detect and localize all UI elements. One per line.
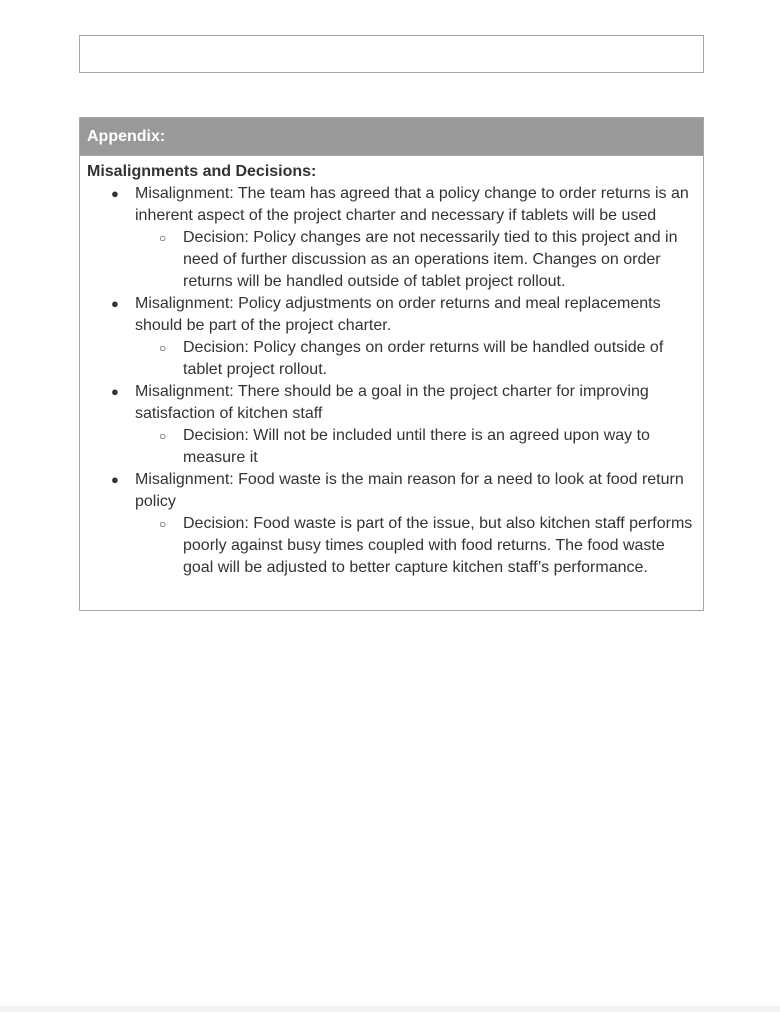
decision-text: Decision: Policy changes on order returns will be handled outside of tablet project rollout.	[183, 339, 664, 378]
decision-text: Decision: Policy changes are not necessarily tied to this project and in need of further discussion as an operations item. Changes on order returns will be handled outside of tablet project rollout.	[183, 229, 678, 290]
filled-bullet-icon: ●	[111, 296, 119, 311]
misalignment-item	[87, 469, 695, 579]
misalignment-item	[87, 183, 695, 293]
misalignment-text: Misalignment: The team has agreed that a policy change to order returns is an inherent aspect of the project charter and necessary if tablets will be used	[135, 185, 689, 224]
misalignment-text: Misalignment: There should be a goal in the project charter for improving satisfaction of kitchen staff	[135, 383, 649, 422]
decision-item	[135, 425, 695, 469]
decision-item	[135, 513, 695, 579]
decision-item	[135, 227, 695, 293]
empty-table-cell	[79, 35, 704, 73]
hollow-bullet-icon: ○	[159, 231, 167, 245]
appendix-body	[80, 156, 703, 579]
decision-text: Decision: Food waste is part of the issue, but also kitchen staff performs poorly against busy times coupled with food returns. The food waste goal will be adjusted to better capture kitchen staff’s performance.	[183, 515, 693, 576]
decision-list	[135, 227, 695, 293]
decision-list	[135, 425, 695, 469]
misalignment-list	[87, 183, 695, 579]
filled-bullet-icon: ●	[111, 384, 119, 399]
hollow-bullet-icon: ○	[159, 429, 167, 443]
appendix-header: Appendix:	[80, 118, 703, 156]
hollow-bullet-icon: ○	[159, 341, 167, 355]
page-bottom-edge	[0, 1006, 780, 1012]
filled-bullet-icon: ●	[111, 186, 119, 201]
decision-list	[135, 513, 695, 579]
misalignment-item	[87, 293, 695, 381]
misalignment-text: Misalignment: Policy adjustments on order returns and meal replacements should be part of the project charter.	[135, 295, 661, 334]
appendix-table	[79, 117, 704, 611]
decision-text: Decision: Will not be included until there is an agreed upon way to measure it	[183, 427, 650, 466]
section-title: Misalignments and Decisions:	[87, 163, 317, 180]
misalignment-item	[87, 381, 695, 469]
hollow-bullet-icon: ○	[159, 517, 167, 531]
misalignment-text: Misalignment: Food waste is the main reason for a need to look at food return policy	[135, 471, 684, 510]
decision-item	[135, 337, 695, 381]
filled-bullet-icon: ●	[111, 472, 119, 487]
decision-list	[135, 337, 695, 381]
